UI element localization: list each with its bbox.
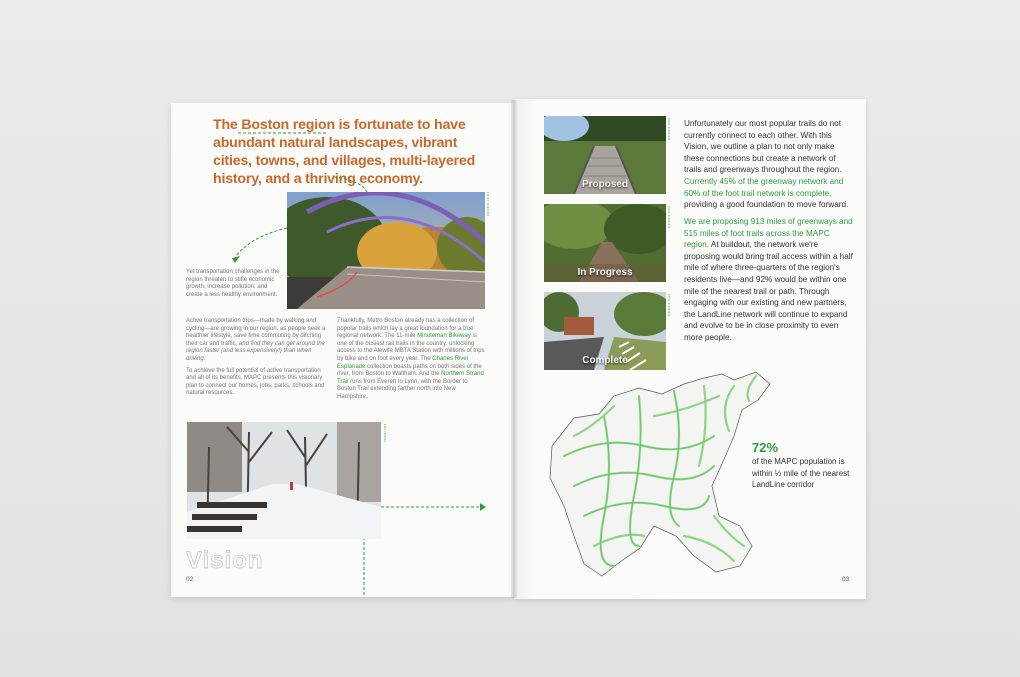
stat-text: of the MAPC population is within ½ mile of the nearest LandLine corridor <box>752 457 850 489</box>
landline-network-map <box>544 366 774 578</box>
right-paragraph-1 <box>684 118 854 211</box>
col1-paragraph-1 <box>186 318 328 364</box>
right-paragraph-2 <box>684 216 854 344</box>
col2-text-2: is one of the busiest rail trails in the country, unlocking access to the Alewife MBTA Station with millions of trips by bike and on foot every year. The <box>337 333 485 362</box>
proposed-photo <box>544 116 666 194</box>
headline: The Boston region is fortunate to have abundant natural landscapes, vibrant cities, towns, and villages, multi-layered history, and a thriving economy. <box>213 117 476 187</box>
bridge-photo <box>287 192 485 309</box>
right-p2-text: At buildout, the network we're proposing would bring trail access within a half mile of where three-quarters of the region's residents live—and 92% would be within one mile of the nearest trail or path. Through engaging with our existing and new partners, the LandLine network will continue to expand and evolve to be in close proximity to even more people. <box>684 240 853 342</box>
page-number-left: 02 <box>186 576 194 583</box>
snow-photo <box>187 422 381 539</box>
in-progress-photo <box>544 204 666 282</box>
caption-complete: Complete <box>582 355 628 366</box>
complete-photo <box>544 292 666 370</box>
side-note: Yet transportation challenges in the region threaten to stifle economic growth, increase pollution, and create a less healthy environment. <box>186 269 280 298</box>
col2-paragraph <box>337 318 485 402</box>
caption-in-progress: In Progress <box>577 267 633 278</box>
col1-paragraph-2: To achieve the full potential of active transportation and all of its benefits, MAPC presents this visionary plan to connect our homes, jobs, parks, schools and natural resources. <box>186 367 325 397</box>
right-p1-text: Unfortunately our most popular trails do not currently connect to each other. With this Vision, we outline a plan to not only make these connections but create a network of trails and greenways throughout the region. <box>684 119 842 175</box>
col2-text-3: collection boasts paths on both sides of the river, from Boston to Waltham. And the <box>337 363 482 378</box>
page-number-right: 03 <box>842 576 850 583</box>
stat-value: 72% <box>752 440 779 455</box>
right-p1-end: providing a good foundation to move forward. <box>684 200 849 210</box>
body-column-2 <box>337 318 485 402</box>
charles-river-esplanade-link[interactable]: Charles River Esplanade <box>337 355 469 370</box>
photo-credit-3: ••••• ••••••••• <box>667 118 671 141</box>
photo-credit-2: •••• ••••••• <box>383 424 387 443</box>
minuteman-bikeway-link[interactable]: Minuteman Bikeway <box>417 333 471 340</box>
col2-text-4: runs from Everett to Lynn, with the Border to Boston Trail extending farther north into New Hampshire. <box>337 378 468 400</box>
photo-credit-4: ••••• ••••••••• <box>667 206 671 229</box>
right-p2-highlight: We are proposing 913 miles of greenways and 515 miles of foot trails across the MAPC region. <box>684 217 853 250</box>
right-p1-highlight: Currently 45% of the greenway network and 60% of the foot trail network is complete, <box>684 176 844 198</box>
photo-credit: •••••• ••••••••• <box>486 192 490 217</box>
photo-credit-5: ••••• ••••••••• <box>667 294 671 317</box>
col1-p1-b: and find they can get around the region faster (and less expensively!) than when driving. <box>186 340 325 362</box>
caption-proposed: Proposed <box>581 179 629 190</box>
col1-p1-a: Active transportation trips—made by walking and cycling—are growing in our region, as people seek a healthier lifestyle, save time commuting by ditching their car and traffic, <box>186 318 326 347</box>
body-column-1 <box>186 318 328 398</box>
section-title: Vision <box>186 547 264 574</box>
col2-text-1: Thankfully, Metro Boston already has a collection of popular trails which lay a great foundation for a true regional network. The 11-mile <box>337 318 474 340</box>
northern-strand-trail-link[interactable]: Northern Strand Trail <box>337 371 484 385</box>
